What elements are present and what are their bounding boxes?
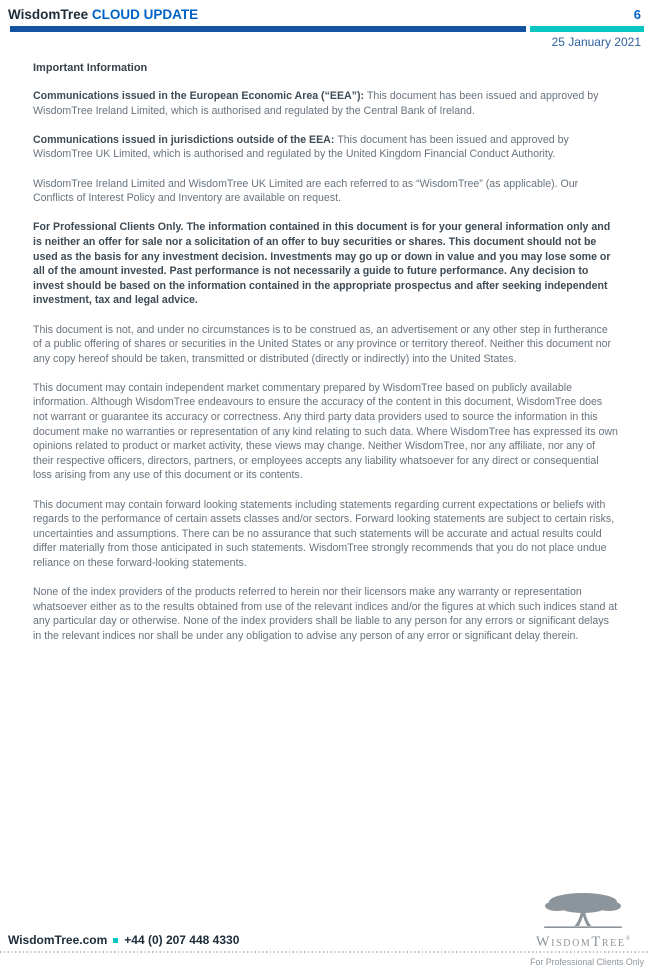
wisdomtree-logo (524, 891, 642, 950)
paragraph-lead: Communications issued in jurisdictions outside of the EEA: (33, 133, 338, 146)
paragraph (33, 89, 618, 118)
footer-dotted-rule (0, 951, 650, 953)
paragraph-body: This document may contain forward looking statements including statements regarding current expectations or beliefs with regards to the performance of certain assets classes and/or sectors. Forward looking statements are subject to certain risks, uncertainties and assumptions. There can be no assurance that such statements will be accurate and actual results could differ materially from those anticipated in such statements. WisdomTree strongly recommends that you do not place undue reliance on these forward-looking statements. (33, 498, 615, 569)
disclaimer-content (33, 62, 618, 644)
website-link[interactable]: WisdomTree.com (8, 933, 108, 947)
paragraph (33, 177, 618, 206)
header-rule-teal (530, 26, 644, 32)
paragraph (33, 323, 618, 367)
report-title: CLOUD UPDATE (91, 7, 199, 22)
logo-wordmark-text: WisdomTree (535, 933, 626, 950)
teal-square-bullet-icon (113, 938, 118, 943)
header-rule-blue (10, 26, 526, 32)
logo-wordmark (524, 935, 642, 950)
paragraph (33, 220, 618, 308)
phone-number: +44 (0) 207 448 4330 (124, 933, 240, 947)
document-date: 25 January 2021 (551, 35, 641, 49)
header-rule (10, 26, 644, 32)
paragraph (33, 498, 618, 571)
footer-tagline: For Professional Clients Only (530, 957, 644, 967)
paragraph-body: This document may contain independent market commentary prepared by WisdomTree based on publicly available information. Although WisdomTree endeavours to ensure the accuracy of the content in this document, WisdomTree does not warrant or guarantee its accuracy or correctness. Any third party data providers used to source the information in this document make no warranties or representation of any kind relating to such data. Where WisdomTree has expressed its own opinions related to product or market activity, these views may change. Neither WisdomTree, nor any affiliate, nor any of their respective officers, directors, partners, or employees accepts any liability whatsoever for any direct or consequential loss arising from any use of this document or its contents. (33, 381, 618, 482)
paragraph-body: This document has been issued and approved by WisdomTree Ireland Limited, which is authorised and regulated by the Central Bank of Ireland. (33, 90, 599, 117)
page-header (0, 0, 650, 49)
brand-name: WisdomTree (8, 7, 92, 22)
footer-contact (8, 933, 239, 947)
paragraph-body: WisdomTree Ireland Limited and WisdomTree UK Limited are each referred to as “WisdomTree” (as applicable). Our Conflicts of Interest Policy and Inventory are available on request. (33, 177, 579, 205)
page-title (8, 7, 198, 22)
tree-icon (540, 918, 626, 935)
paragraph (33, 381, 618, 483)
paragraph-body: For Professional Clients Only. The information contained in this document is for your general information only and is neither an offer for sale nor a solicitation of an offer to buy securities or shares. This document should not be used as the basis for any investment decision. Investments may go up or down in value and you may lose some or all of the amount invested. Past performance is not necessarily a guide to future performance. Any decision to invest should be based on the information contained in the appropriate prospectus and after seeking independent investment, tax and legal advice. (33, 221, 611, 307)
registered-mark: ® (625, 935, 631, 942)
title-row (8, 7, 644, 22)
paragraph-lead: Communications issued in the European Economic Area (“EEA”): (33, 90, 367, 102)
paragraph (33, 133, 618, 162)
paragraph (33, 585, 618, 643)
section-heading: Important Information (33, 62, 148, 74)
page-number: 6 (633, 7, 641, 22)
paragraph-body: None of the index providers of the products referred to herein nor their licensors make any warranty or representation whatsoever either as to the results obtained from use of the relevant indices and/or the figures at which such indices stand at any particular day or otherwise. None of the index providers shall be liable to any person for any errors or significant delays in the relevant indices nor shall be under any obligation to advise any person of any error or significant delay therein. (33, 586, 618, 642)
paragraph-body: This document is not, and under no circumstances is to be construed as, an advertisement or any other step in furtherance of a public offering of shares or securities in the United States or any province or territory thereof. Neither this document nor any copy hereof should be taken, transmitted or distributed (directly or indirectly) into the United States. (33, 323, 612, 365)
paragraph-body: This document has been issued and approved by WisdomTree UK Limited, which is authorised and regulated by the United Kingdom Financial Conduct Authority. (33, 133, 569, 161)
